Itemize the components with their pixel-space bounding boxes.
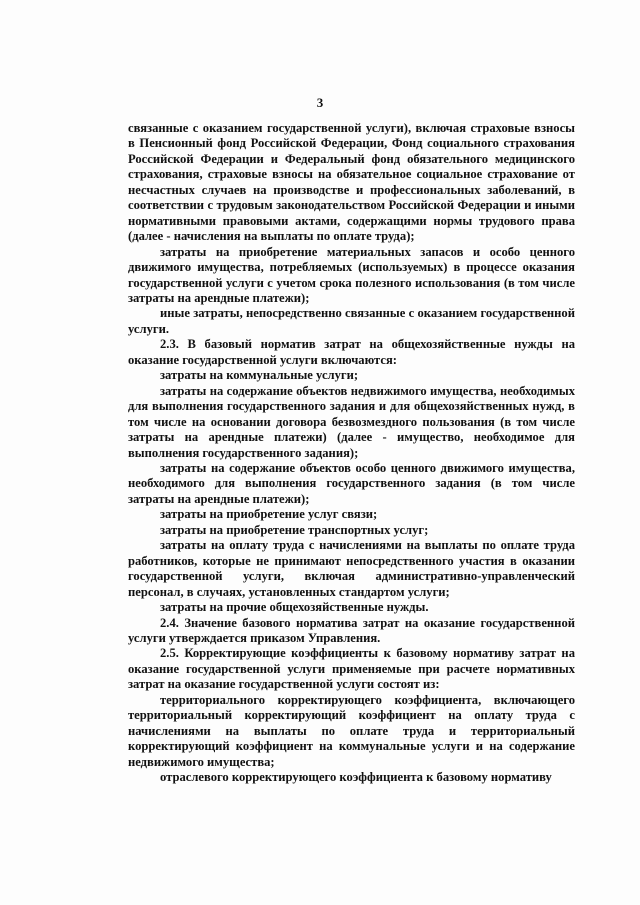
page-number: 3 bbox=[316, 95, 324, 110]
paragraph: 2.4. Значение базового норматива затрат на оказание государственной услуги утверждается приказом Управления. bbox=[128, 615, 575, 645]
paragraph: затраты на содержание объектов недвижимого имущества, необходимых для выполнения государственного задания и для общехозяйственных нужд, в том числе на основании договора безвозмездного пользования (в том числе затраты на арендные платежи) (далее - имущество, необходимое для выполнения государственного задания); bbox=[128, 383, 575, 460]
paragraph: связанные с оказанием государственной услуги), включая страховые взносы в Пенсионный фонд Российской Федерации, Фонд социального страхования Российской Федерации и Федеральный фонд обязательного медицинского страхования, страховые взносы на обязательное социальное страхование от несчастных случаев на производстве и профессиональных заболеваний, в соответствии с трудовым законодательством Российской Федерации и иными нормативными правовыми актами, содержащими нормы трудового права (далее - начисления на выплаты по оплате труда); bbox=[128, 121, 575, 244]
paragraph: затраты на содержание объектов особо ценного движимого имущества, необходимого для выполнения государственного задания (в том числе затраты на арендные платежи); bbox=[128, 460, 575, 506]
paragraph: затраты на оплату труда с начислениями на выплаты по оплате труда работников, которые не принимают непосредственного участия в оказании государственной услуги, включая административно-управленческий персонал, в случаях, установленных стандартом услуги; bbox=[128, 538, 575, 599]
paragraph: иные затраты, непосредственно связанные с оказанием государственной услуги. bbox=[128, 306, 575, 336]
paragraph: затраты на коммунальные услуги; bbox=[160, 368, 359, 383]
paragraph: затраты на приобретение транспортных услуг; bbox=[160, 522, 429, 537]
paragraph: затраты на приобретение материальных запасов и особо ценного движимого имущества, потребляемых (используемых) в процессе оказания государственной услуги с учетом срока полезного использования (в том числе затраты на арендные платежи); bbox=[128, 244, 575, 305]
paragraph: затраты на приобретение услуг связи; bbox=[160, 507, 378, 522]
paragraph: 2.5. Корректирующие коэффициенты к базовому нормативу затрат на оказание государственной услуги применяемые при расчете нормативных затрат на оказание государственной услуги состоят из: bbox=[128, 646, 575, 692]
paragraph: отраслевого корректирующего коэффициента к базовому нормативу bbox=[160, 770, 552, 785]
paragraph: территориального корректирующего коэффициента, включающего территориальный корректирующий коэффициент на оплату труда с начислениями на выплаты по оплате труда и территориальный корректирующий коэффициент на коммунальные услуги и на содержание недвижимого имущества; bbox=[128, 692, 575, 769]
body-text bbox=[128, 121, 575, 785]
paragraph: 2.3. В базовый норматив затрат на общехозяйственные нужды на оказание государственной услуги включаются: bbox=[128, 337, 575, 367]
paragraph: затраты на прочие общехозяйственные нужды. bbox=[160, 600, 429, 615]
